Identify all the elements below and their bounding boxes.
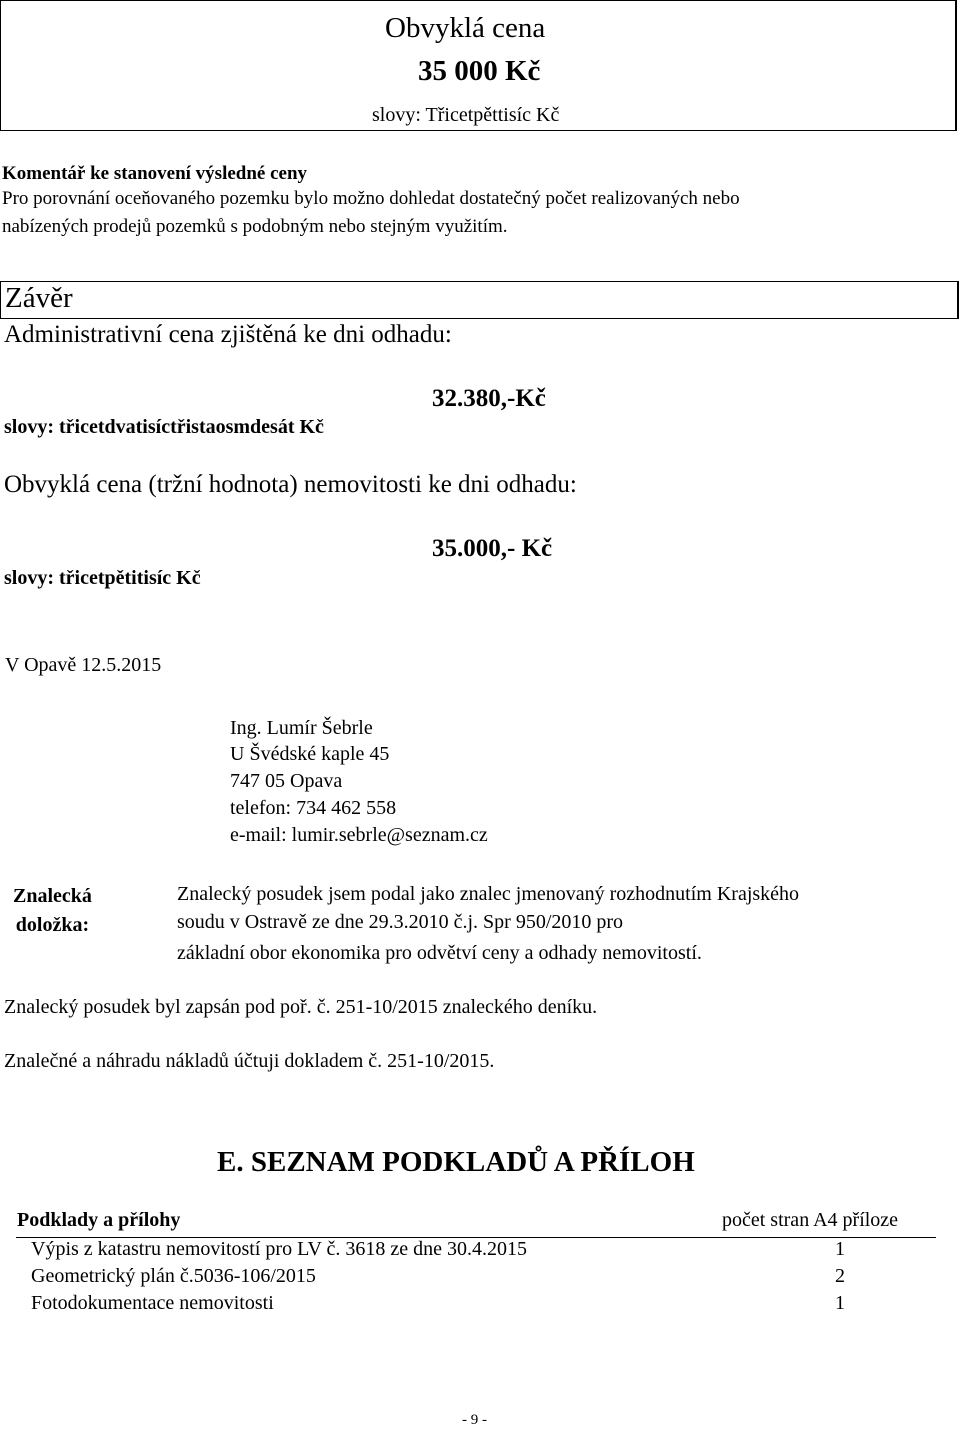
signature-email: e-mail: lumir.sebrle@seznam.cz bbox=[230, 824, 488, 846]
dolozka-label-line: doložka: bbox=[15, 914, 90, 936]
dolozka-label-line: Znalecká bbox=[13, 885, 92, 907]
price-words: slovy: Třicetpěttisíc Kč bbox=[372, 104, 560, 126]
doc-count: 2 bbox=[835, 1265, 845, 1287]
admin-price-words: slovy: třicetdvatisíctřistaosmdesát Kč bbox=[4, 416, 324, 438]
doc-name: Fotodokumentace nemovitosti bbox=[31, 1292, 274, 1314]
dolozka-line: základní obor ekonomika pro odvětví ceny a odhady nemovitostí. bbox=[177, 942, 702, 964]
comment-line: nabízených prodejů pozemků s podobným nebo stejným využitím. bbox=[2, 216, 508, 237]
dolozka-line: soudu v Ostravě ze dne 29.3.2010 č.j. Spr 950/2010 pro bbox=[177, 911, 624, 933]
price-title: Obvyklá cena bbox=[385, 12, 546, 44]
admin-price-amount: 32.380,-Kč bbox=[432, 385, 546, 412]
signature-phone: telefon: 734 462 558 bbox=[230, 797, 397, 819]
doc-count: 1 bbox=[835, 1292, 845, 1314]
page-number: - 9 - bbox=[462, 1412, 487, 1428]
registered-entry: Znalecký posudek byl zapsán pod poř. č. 251-10/2015 znaleckého deníku. bbox=[4, 996, 598, 1018]
doc-name: Výpis z katastru nemovitostí pro LV č. 3618 ze dne 30.4.2015 bbox=[31, 1238, 528, 1260]
comment-heading: Komentář ke stanovení výsledné ceny bbox=[2, 163, 308, 184]
zaver-box bbox=[0, 281, 959, 319]
signature-street: U Švédské kaple 45 bbox=[230, 743, 390, 765]
market-price-amount: 35.000,- Kč bbox=[432, 535, 553, 562]
market-price-heading: Obvyklá cena (tržní hodnota) nemovitosti ke dni odhadu: bbox=[4, 471, 577, 498]
signature-name: Ing. Lumír Šebrle bbox=[230, 717, 373, 739]
doc-count: 1 bbox=[835, 1238, 845, 1260]
section-e-title: E. SEZNAM PODKLADŮ A PŘÍLOH bbox=[217, 1146, 695, 1178]
zaver-title: Závěr bbox=[5, 282, 73, 314]
place-date: V Opavě 12.5.2015 bbox=[5, 654, 162, 676]
price-amount: 35 000 Kč bbox=[418, 55, 541, 87]
admin-price-heading: Administrativní cena zjištěná ke dni odhadu: bbox=[4, 321, 452, 348]
docs-header-left: Podklady a přílohy bbox=[17, 1209, 181, 1231]
signature-city: 747 05 Opava bbox=[230, 770, 343, 792]
doc-name: Geometrický plán č.5036-106/2015 bbox=[31, 1265, 316, 1287]
dolozka-label bbox=[13, 882, 92, 940]
market-price-words: slovy: třicetpětitisíc Kč bbox=[4, 567, 201, 589]
fee-entry: Znalečné a náhradu nákladů účtuji dokladem č. 251-10/2015. bbox=[4, 1050, 495, 1072]
docs-header-right: počet stran A4 příloze bbox=[722, 1209, 899, 1231]
dolozka-line: Znalecký posudek jsem podal jako znalec jmenovaný rozhodnutím Krajského bbox=[177, 883, 800, 905]
comment-line: Pro porovnání oceňovaného pozemku bylo možno dohledat dostatečný počet realizovaných nebo bbox=[2, 188, 740, 209]
